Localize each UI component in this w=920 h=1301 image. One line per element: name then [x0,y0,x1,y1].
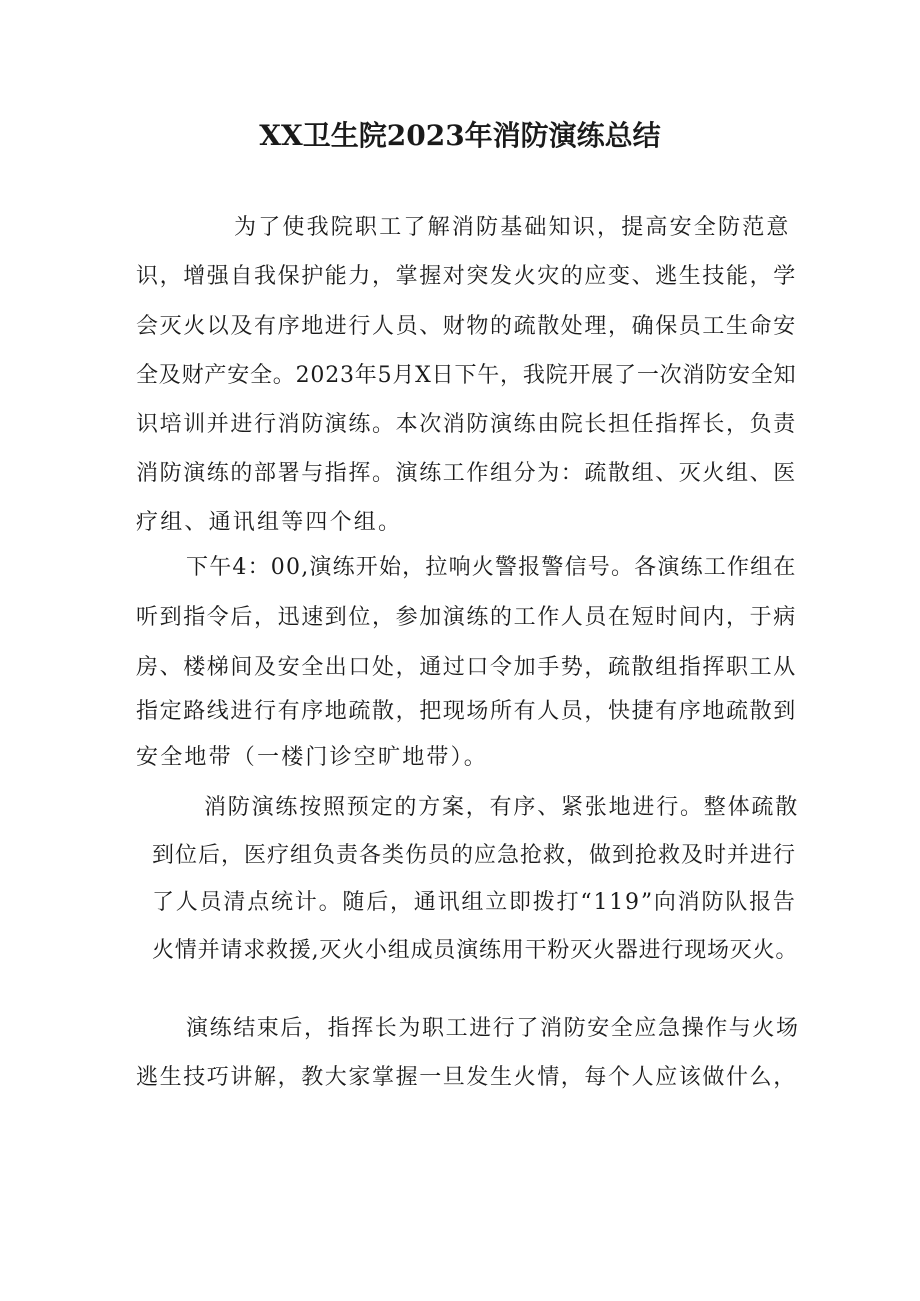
paragraph-3-line-1: 消防演练按照预定的方案，有序、紧张地进行。整体疏散 [204,795,800,820]
paragraph-3-line-2: 到位后，医疗组负责各类伤员的应急抢救，做到抢救及时并进行 [152,843,797,868]
paragraph-1-line-1: 为了使我院职工了解消防基础知识，提高安全防范意 [234,215,791,240]
paragraph-2-line-5: 安全地带（一楼门诊空旷地带）。 [136,745,489,770]
paragraph-3-line-3: 了人员清点统计。随后，通讯组立即拨打“119”向消防队报告 [152,890,797,915]
paragraph-1-line-7: 疗组、通讯组等四个组。 [136,510,403,535]
paragraph-1-line-6: 消防演练的部署与指挥。演练工作组分为：疏散组、灭火组、医 [136,461,797,486]
paragraph-1-line-5: 识培训并进行消防演练。本次消防演练由院长担任指挥长，负责 [136,412,797,437]
paragraph-3-line-4: 火情并请求救援,灭火小组成员演练用干粉灭火器进行现场灭火。 [152,938,799,963]
paragraph-2-line-4: 指定路线进行有序地疏散，把现场所有人员，快捷有序地疏散到 [136,699,797,724]
paragraph-2-line-3: 房、楼梯间及安全出口处，通过口令加手势，疏散组指挥职工从 [136,655,797,680]
document-title: XX卫生院2023年消防演练总结 [259,119,661,152]
paragraph-4-line-2: 逃生技巧讲解，教大家掌握一旦发生火情，每个人应该做什么， [136,1065,797,1090]
paragraph-2-line-1: 下午4：00,演练开始，拉响火警报警信号。各演练工作组在 [186,555,797,580]
paragraph-1-line-3: 会灭火以及有序地进行人员、财物的疏散处理，确保员工生命安 [136,314,797,339]
paragraph-1-line-4: 全及财产安全。2023年5月X日下午，我院开展了一次消防安全知 [136,363,797,388]
paragraph-2-line-2: 听到指令后，迅速到位，参加演练的工作人员在短时间内，于病 [136,605,797,630]
paragraph-4-line-1: 演练结束后，指挥长为职工进行了消防安全应急操作与火场 [186,1016,800,1041]
paragraph-1-line-2: 识，增强自我保护能力，掌握对突发火灾的应变、逃生技能，学 [136,264,797,289]
